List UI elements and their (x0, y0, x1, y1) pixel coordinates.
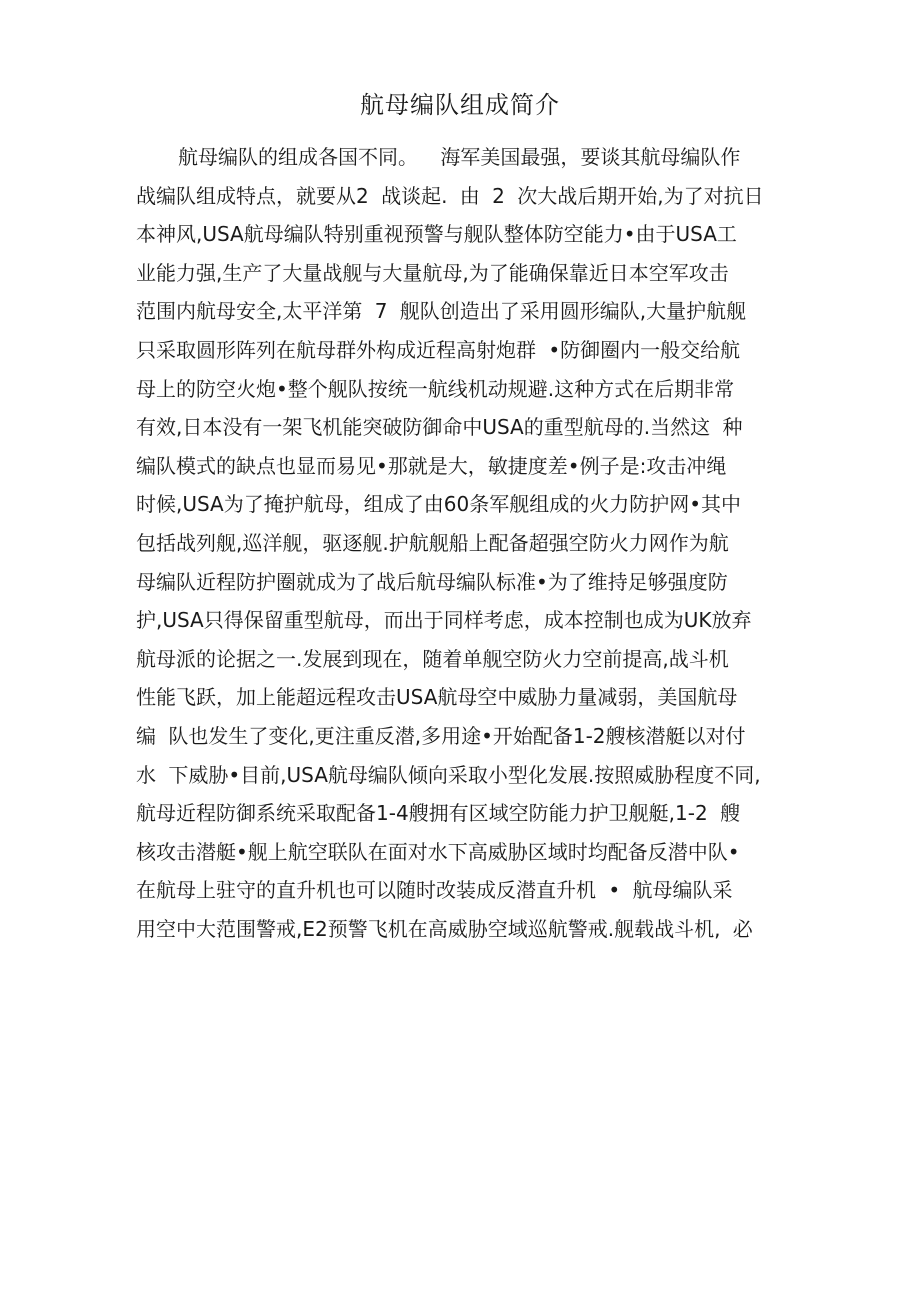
text-line: 性能飞跃，加上能超远程攻击USA航母空中威胁力量减弱，美国航母 (136, 685, 738, 710)
text-line: 水 下威胁•目前,USA航母编队倾向采取小型化发展.按照威胁程度不同, (136, 762, 761, 787)
text-line: 在航母上驻守的直升机也可以随时改装成反潜直升机 • 航母编队采 (136, 878, 733, 903)
text-line: 母上的防空火炮•整个舰队按统一航线机动规避.这种方式在后期非常 (136, 376, 735, 401)
text-line: 时候,USA为了掩护航母，组成了由60条军舰组成的火力防护网•其中 (136, 492, 741, 517)
text-line: 包括战列舰,巡洋舰，驱逐舰.护航舰船上配备超强空防火力网作为航 (136, 530, 729, 555)
text-line: 航母派的论据之一.发展到现在，随着单舰空防火力空前提高,战斗机 (136, 646, 729, 671)
text-line: 编队模式的缺点也显而易见•那就是大，敏捷度差•例子是:攻击冲绳 (136, 453, 727, 478)
text-line: 航母编队的组成各国不同。 海军美国最强，要谈其航母编队作 (178, 145, 741, 169)
text-line: 有效,日本没有一架飞机能突破防御命中USA的重型航母的.当然这 种 (136, 415, 743, 440)
text-line: 用空中大范围警戒,E2预警飞机在高威胁空域巡航警戒.舰载战斗机, 必 (136, 916, 753, 941)
text-line: 战编队组成特点，就要从2 战谈起. 由 2 次大战后期开始,为了对抗日 (136, 183, 764, 208)
text-line: 只采取圆形阵列在航母群外构成近程高射炮群 •防御圈内一般交给航 (136, 337, 741, 362)
text-line: 业能力强,生产了大量战舰与大量航母,为了能确保靠近日本空军攻击 (136, 260, 729, 285)
text-line: 范围内航母安全,太平洋第 7 舰队创造出了采用圆形编队,大量护航舰 (136, 299, 747, 324)
document-body (136, 138, 796, 948)
document-title: 航母编队组成简介 (360, 91, 560, 119)
text-line: 母编队近程防护圈就成为了战后航母编队标准•为了维持足够强度防 (136, 569, 728, 594)
text-line: 航母近程防御系统采取配备1-4艘拥有区域空防能力护卫舰艇,1-2 艘 (136, 801, 741, 826)
text-line: 护,USA只得保留重型航母，而出于同样考虑，成本控制也成为UK放弃 (136, 608, 752, 633)
text-line: 本神风,USA航母编队特别重视预警与舰队整体防空能力•由于USA工 (136, 222, 737, 247)
text-line: 编 队也发生了变化,更注重反潜,多用途•开始配备1-2艘核潜艇以对付 (136, 723, 746, 748)
text-line: 核攻击潜艇•舰上航空联队在面对水下高威胁区域时均配备反潜中队• (136, 839, 740, 864)
